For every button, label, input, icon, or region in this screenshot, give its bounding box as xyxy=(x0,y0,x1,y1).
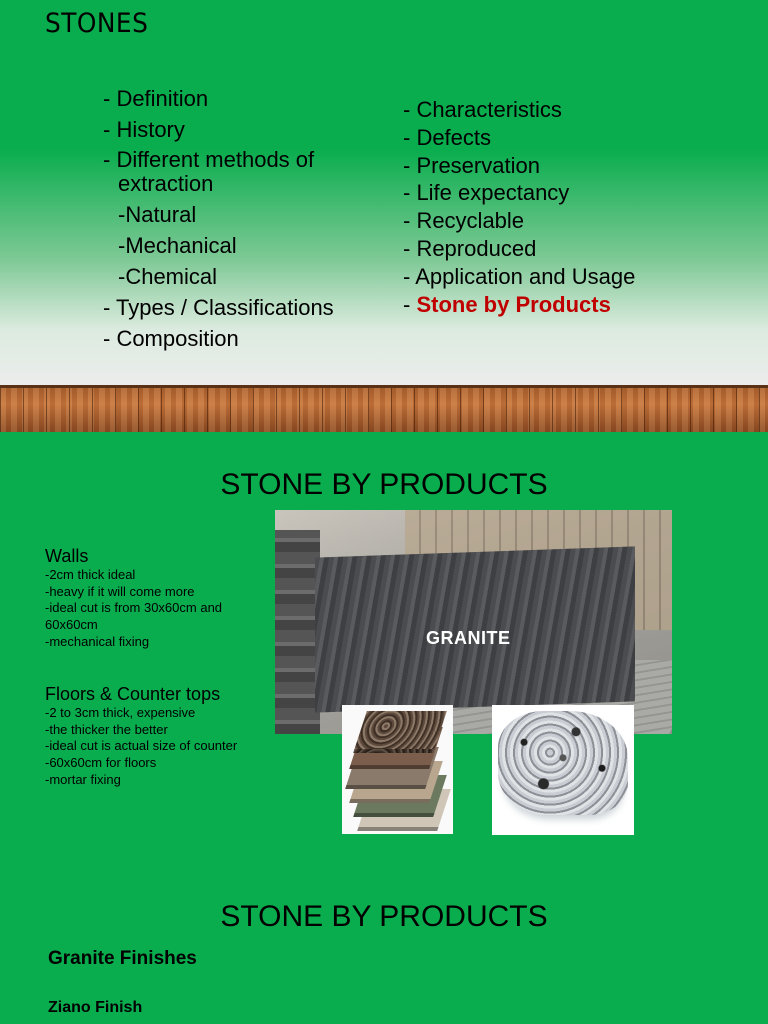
list-item-highlighted xyxy=(403,292,635,320)
list-item: - Preservation xyxy=(403,152,540,178)
granite-tiles-photo xyxy=(342,705,453,834)
walls-heading: Walls xyxy=(45,546,89,566)
list-item: - Recyclable xyxy=(403,208,525,234)
detail-line: -heavy if it will come more xyxy=(45,583,195,599)
list-item: -Chemical xyxy=(118,264,218,289)
detail-line: -2 to 3cm thick, expensive xyxy=(45,705,196,720)
list-item: - Different methods of extraction xyxy=(103,147,315,196)
list-item: - Reproduced xyxy=(403,235,537,261)
slide-title: STONE BY PRODUCTS xyxy=(220,468,548,501)
list-item: - Types / Classifications xyxy=(103,295,334,320)
slide-stone-by-products xyxy=(0,432,768,864)
walls-details xyxy=(45,567,222,651)
topics-list-left xyxy=(103,86,378,357)
granite-finishes-heading: Granite Finishes xyxy=(48,948,197,969)
detail-line: -2cm thick ideal xyxy=(45,567,136,582)
list-item-prefix: - xyxy=(403,291,417,317)
floors-details xyxy=(45,705,237,789)
list-item: - History xyxy=(103,117,185,142)
detail-line: -the thicker the better xyxy=(45,721,168,737)
granite-slab-photo xyxy=(275,510,672,734)
list-item: -Mechanical xyxy=(118,233,237,258)
list-item: - Composition xyxy=(103,326,239,351)
ziano-finish-heading: Ziano Finish xyxy=(48,999,143,1016)
wood-floor-decoration xyxy=(0,385,768,432)
list-item: - Characteristics xyxy=(403,97,562,122)
detail-line: -ideal cut is from 30x60cm and xyxy=(45,600,223,616)
slide-title: STONE BY PRODUCTS xyxy=(220,900,548,933)
slide-title: STONES xyxy=(45,8,149,39)
granite-label: GRANITE xyxy=(426,628,511,648)
detail-line: -mechanical fixing xyxy=(45,633,150,649)
topics-list-right xyxy=(403,97,635,319)
list-item: -Natural xyxy=(118,202,197,227)
detail-line: -60x60cm for floors xyxy=(45,755,157,771)
list-item: - Life expectancy xyxy=(403,180,570,206)
floors-heading: Floors & Counter tops xyxy=(45,684,221,704)
detail-line: -ideal cut is actual size of counter xyxy=(45,738,238,754)
floor-edge xyxy=(0,385,768,388)
detail-line: -mortar fixing xyxy=(45,771,121,787)
granite-rock-photo xyxy=(492,705,634,835)
highlighted-topic: Stone by Products xyxy=(416,291,611,317)
list-item: - Application and Usage xyxy=(403,263,636,289)
list-item: - Defects xyxy=(403,124,492,150)
list-item: - Definition xyxy=(103,86,209,111)
slide-stones xyxy=(0,0,768,432)
slide-stone-by-products-2 xyxy=(0,864,768,1024)
detail-line: 60x60cm xyxy=(45,617,98,633)
